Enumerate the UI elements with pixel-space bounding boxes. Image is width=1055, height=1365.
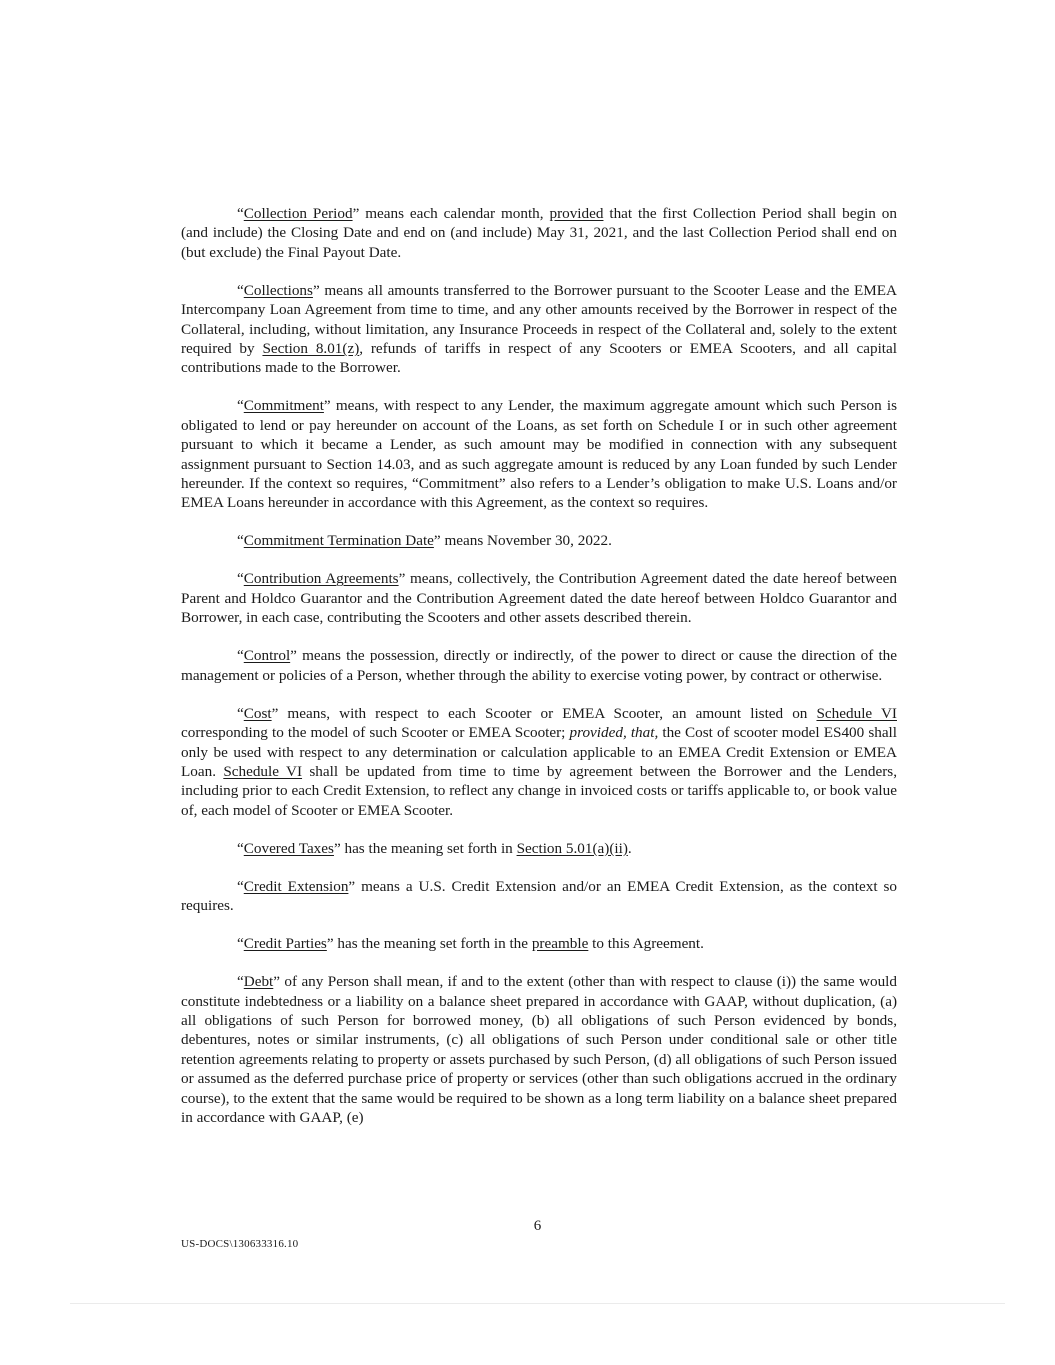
body-text: corresponding to the model of such Scooter or EMEA Scooter; [181,724,570,742]
body-text: that the first Collection Period shall begin on (and include) the Closing Date and end on (and include) May 31, 2021, and the last Collection Period shall end on (but exclude) the Final Payout Date. [181,205,897,261]
definition-paragraph [181,204,897,262]
body-text: ” of any Person shall mean, if and to the extent (other than with respect to clause (i)) the same would constitute indebtedness or a liability on a balance sheet prepared in accordance with GAAP, without duplication, (a) all obligations of such Person for borrowed money, (b) all obligations of such Person evidenced by bonds, debentures, notes or similar instruments, (c) all obligations of such Person under conditional sale or other title retention agreements relating to property or assets purchased by such Person, (d) all obligations of such Person issued or assumed as the deferred purchase price of property or services (other than such obligations accrued in the ordinary course), to the extent that the same would be required to be shown as a long term liability on a balance sheet prepared in accordance with GAAP, (e) [181,973,897,1126]
body-text: shall be updated from time to time by agreement between the Borrower and the Lenders, including prior to each Credit Extension, to reflect any change in invoiced costs or tariffs applicable to, or book value of, each model of Scooter or EMEA Scooter. [181,762,897,819]
body-text: the Cost of scooter model ES400 shall only be used with respect to any determination or calculation applicable to an EMEA Credit Extension or EMEA Loan. [181,724,898,780]
defined-term-reference: Debt [243,973,274,991]
body-text: “ [237,570,244,588]
definition-paragraph [181,934,897,953]
defined-term-reference: Credit Extension [243,877,349,895]
body-text: ” means the possession, directly or indirectly, of the power to direct or cause the direction of the management or policies of a Person, whether through the ability to exercise voting power, by contract or otherwise. [181,647,897,684]
definitions-body [181,204,897,1146]
defined-term-reference: Covered Taxes [243,839,334,857]
body-text: ” means a U.S. Credit Extension and/or an EMEA Credit Extension, as the context so requires. [181,877,897,915]
document-id: US-DOCS\130633316.10 [181,1238,299,1250]
definition-paragraph [181,839,897,858]
defined-term-reference: Schedule VI [223,762,303,780]
body-text: “ [237,532,244,550]
defined-term-reference: provided [549,205,604,222]
italic-text: provided, that, [569,724,659,742]
body-text: ” means, with respect to any Lender, the maximum aggregate amount which such Person is obligated to lend or pay hereunder on account of the Loans, as set forth on Schedule I or in such other agreement pursuant to which it became a Lender, as such amount may be modified in connection with any subsequent assignment pursuant to Section 14.03, and as such aggregate amount is reduced by any Loan funded by such Lender hereunder. If the context so requires, “Commitment” also refers to a Lender’s obligation to make U.S. Loans and/or EMEA Loans hereunder in accordance with this Agreement, as the context so requires. [181,397,897,512]
defined-term-reference: Cost [243,704,272,722]
definition-paragraph [181,704,897,820]
defined-term-reference: preamble [531,935,589,953]
definition-paragraph [181,877,897,916]
defined-term-reference: Commitment Termination Date [243,532,434,550]
definition-paragraph [181,646,897,685]
defined-term-reference: Commitment [243,397,324,415]
body-text: “ [237,973,244,991]
body-text: “ [237,647,244,665]
defined-term-reference: Collections [243,281,313,299]
body-text: “ [237,397,244,415]
definition-paragraph [181,531,897,550]
body-text: “ [237,839,244,857]
defined-term-reference: Credit Parties [243,935,327,953]
definition-paragraph [181,972,897,1127]
defined-term-reference: Contribution Agreements [243,570,399,588]
body-text: “ [237,704,244,722]
body-text: “ [237,877,244,895]
body-text: ” has the meaning set forth in the [326,935,532,953]
page-number: 6 [533,1218,542,1234]
body-text: ” has the meaning set forth in [333,839,517,857]
body-text: “ [237,205,244,222]
body-text: ” means, with respect to each Scooter or EMEA Scooter, an amount listed on [271,704,817,722]
defined-term-reference: Collection Period [243,205,353,222]
defined-term-reference: Section 8.01(z) [262,340,360,358]
definition-paragraph [181,281,897,378]
body-text: “ [237,935,244,953]
definition-paragraph [181,396,897,512]
body-text: ” means all amounts transferred to the Borrower pursuant to the Scooter Lease and the EMEA Intercompany Loan Agreement from time to time, and any other amounts received by the Borrower in respect of the Collateral, including, without limitation, any Insurance Proceeds in respect of the Collateral and, solely to the extent required by [181,281,897,358]
body-text: ” means, collectively, the Contribution Agreement dated the date hereof between Parent and Holdco Guarantor and the Contribution Agreement dated the date hereof between Holdco Guarantor and Borrower, in each case, contributing the Scooters and other assets described therein. [181,570,897,627]
body-text: to this Agreement. [588,935,704,953]
body-text: . [627,839,632,857]
defined-term-reference: Section 5.01(a)(ii) [516,839,628,857]
defined-term-reference: Schedule VI [816,704,897,722]
page-bottom-divider [70,1303,1005,1304]
body-text: “ [237,281,244,299]
defined-term-reference: Control [243,647,291,665]
definition-paragraph [181,569,897,627]
body-text: ” means each calendar month, [352,205,550,222]
body-text: , refunds of tariffs in respect of any Scooters or EMEA Scooters, and all capital contributions made to the Borrower. [181,340,897,377]
body-text: ” means November 30, 2022. [433,532,612,550]
